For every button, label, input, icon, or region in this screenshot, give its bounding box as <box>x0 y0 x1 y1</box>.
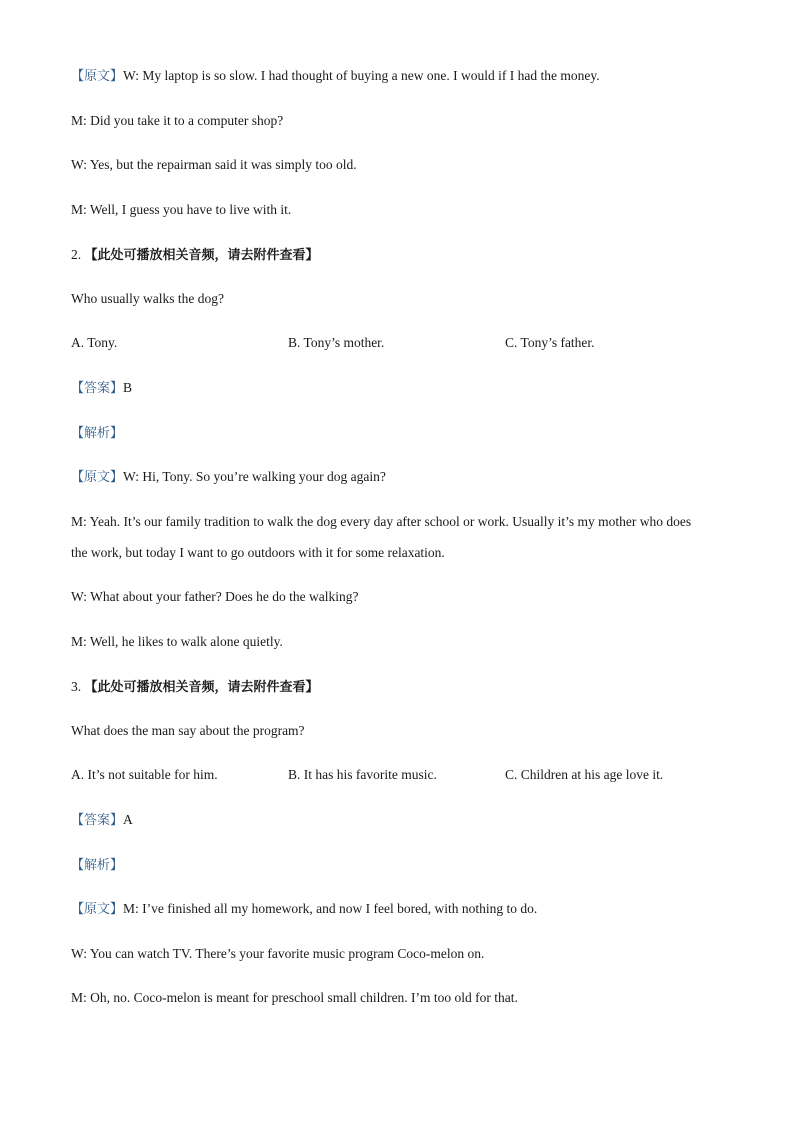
question-header <box>71 245 754 266</box>
option-b: B. It has his favorite music. <box>288 767 437 782</box>
dialogue-text: W: My laptop is so slow. I had thought of buying a new one. I would if I had the money. <box>123 68 600 83</box>
transcript-line: M: Did you take it to a computer shop? <box>71 113 284 128</box>
question-number: 2. <box>71 247 82 262</box>
question-text: What does the man say about the program? <box>71 723 305 738</box>
transcript-line <box>71 899 754 920</box>
analysis-line <box>71 423 754 444</box>
transcript-line: W: What about your father? Does he do the walking? <box>71 589 359 604</box>
option-c: C. Children at his age love it. <box>505 767 664 782</box>
transcript-line <box>71 66 754 87</box>
transcript-line <box>71 467 754 488</box>
analysis-line <box>71 855 754 876</box>
transcript-line: M: Well, he likes to walk alone quietly. <box>71 634 283 649</box>
answer-line <box>71 378 754 399</box>
transcript-line: M: Oh, no. Coco-melon is meant for preschool small children. I’m too old for that. <box>71 990 518 1005</box>
question-number: 3. <box>71 679 82 694</box>
original-text-tag: 【原文】 <box>71 69 124 84</box>
answer-line <box>71 810 754 831</box>
option-a: A. It’s not suitable for him. <box>71 767 218 782</box>
audio-note[interactable]: 【此处可播放相关音频，请去附件查看】 <box>84 248 319 263</box>
dialogue-text: W: Hi, Tony. So you’re walking your dog again? <box>123 469 386 484</box>
dialogue-text: M: I’ve finished all my homework, and now I feel bored, with nothing to do. <box>123 901 538 916</box>
transcript-line: M: Yeah. It’s our family tradition to walk the dog every day after school or work. Usually it’s my mother who does <box>71 514 692 529</box>
transcript-line: the work, but today I want to go outdoors with it for some relaxation. <box>71 545 445 560</box>
analysis-tag: 【解析】 <box>71 426 124 441</box>
option-c: C. Tony’s father. <box>505 335 595 350</box>
transcript-line: W: You can watch TV. There’s your favorite music program Coco-melon on. <box>71 946 485 961</box>
transcript-line: M: Well, I guess you have to live with it. <box>71 202 292 217</box>
answer-tag: 【答案】 <box>71 813 124 828</box>
analysis-tag: 【解析】 <box>71 858 124 873</box>
option-a: A. Tony. <box>71 335 118 350</box>
audio-note[interactable]: 【此处可播放相关音频，请去附件查看】 <box>84 680 319 695</box>
original-text-tag: 【原文】 <box>71 902 124 917</box>
answer-value: B <box>123 380 133 395</box>
answer-value: A <box>123 812 133 827</box>
original-text-tag: 【原文】 <box>71 470 124 485</box>
transcript-line: W: Yes, but the repairman said it was simply too old. <box>71 157 357 172</box>
question-header <box>71 677 754 698</box>
option-b: B. Tony’s mother. <box>288 335 385 350</box>
answer-tag: 【答案】 <box>71 381 124 396</box>
question-text: Who usually walks the dog? <box>71 291 224 306</box>
